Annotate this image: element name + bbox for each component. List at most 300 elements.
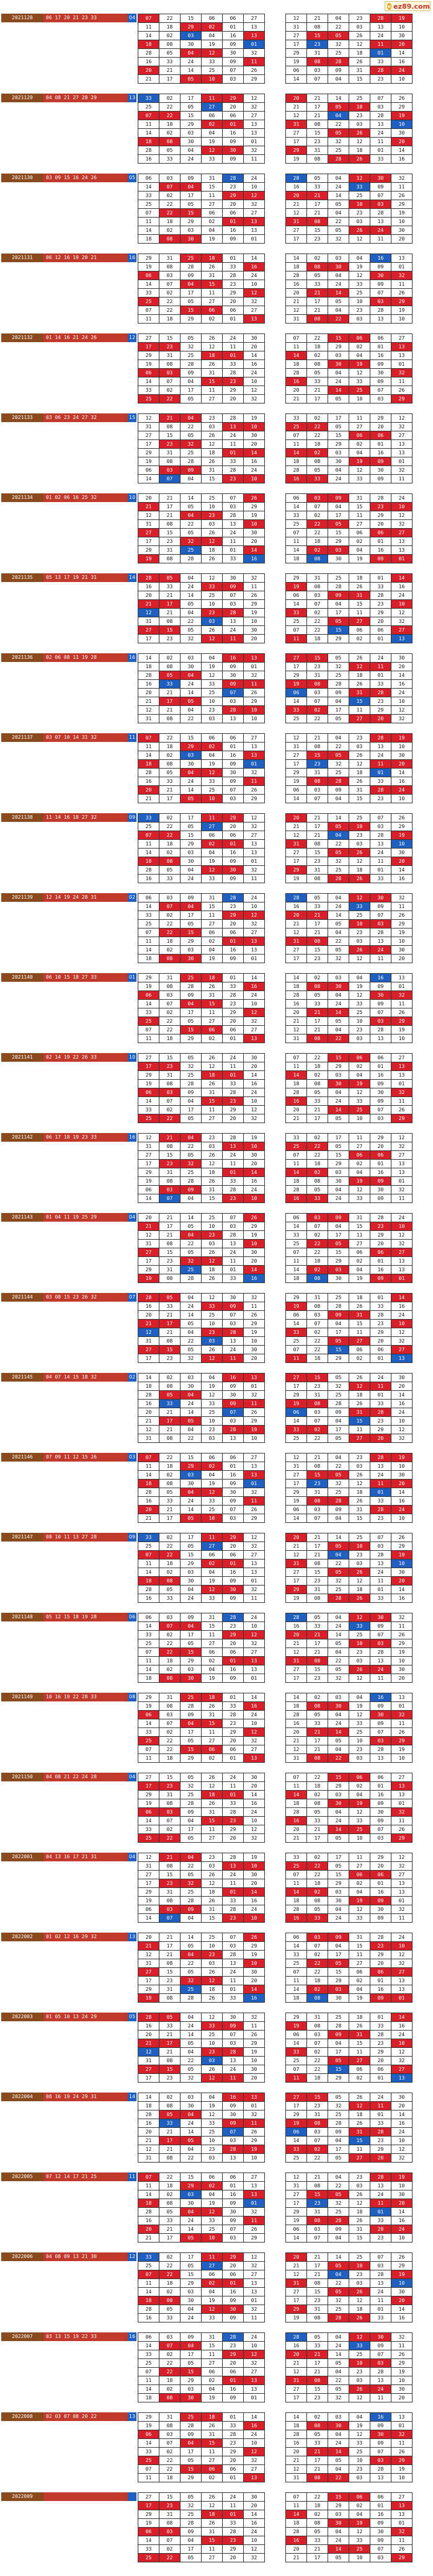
grid-cell: 17 [159,2234,181,2243]
grid-cell: 16 [370,2413,391,2422]
grid-cell: 04 [181,1391,202,1400]
grid-cell: 12 [202,2502,223,2510]
grid-cell: 17 [328,1134,349,1142]
grid-cell: 07 [307,2039,328,2048]
grid-cell: 17 [307,2262,328,2270]
grid-cell: 08 [159,1382,181,1391]
grid-cell: 16 [223,2190,244,2199]
right-number-grid [285,1693,413,1763]
grid-cell: 14 [181,591,202,600]
left-number-grid [138,493,265,563]
grid-cell: 33 [138,1825,159,1834]
grid-cell: 31 [159,2510,181,2519]
grid-cell: 09 [181,2333,202,2342]
grid-cell: 05 [328,2154,349,2163]
grid-cell: 14 [286,351,307,360]
grid-cell: 17 [286,235,307,244]
grid-cell: 13 [244,2190,265,2199]
drawn-numbers: 12 14 19 24 28 31 [43,893,128,902]
grid-cell: 32 [328,1480,349,1488]
grid-cell: 26 [202,1968,223,1977]
grid-cell: 33 [159,1497,181,1506]
grid-cell: 19 [349,1080,370,1088]
grid-cell: 09 [181,174,202,183]
grid-cell: 03 [328,449,349,457]
grid-cell: 09 [370,1622,391,1631]
grid-cell: 14 [391,146,413,155]
grid-cell: 19 [286,2119,307,2128]
grid-cell: 26 [244,66,265,75]
grid-cell: 32 [391,1434,413,1443]
grid-cell: 05 [328,1114,349,1123]
grid-cell: 18 [138,40,159,49]
grid-cell: 19 [244,1853,265,1862]
grid-cell: 27 [349,423,370,431]
grid-cell: 03 [307,1933,328,1942]
grid-cell: 33 [286,1328,307,1337]
grid-cell: 30 [391,849,413,857]
grid-cell: 05 [328,298,349,306]
grid-cell: 19 [244,2048,265,2057]
grid-cell: 26 [349,1302,370,1311]
grid-cell: 30 [370,271,391,280]
grid-cell: 22 [328,1754,349,1763]
issue-number: 2021142 [1,1133,43,1142]
grid-cell: 17 [181,1631,202,1639]
grid-cell: 14 [138,2288,159,2296]
grid-cell: 29 [223,1008,244,1017]
grid-cell: 26 [349,129,370,138]
grid-cell: 19 [202,235,223,244]
grid-cell: 06 [349,431,370,440]
grid-cell: 07 [370,94,391,103]
grid-cell: 19 [244,2145,265,2154]
grid-cell: 14 [138,1471,159,1480]
grid-cell: 26 [391,2545,413,2554]
grid-cell: 03 [159,2528,181,2536]
issue-header [1,2252,136,2261]
grid-cell: 01 [370,1354,391,1363]
grid-cell: 09 [223,1577,244,1586]
issue-number: 2021131 [1,254,43,262]
grid-cell: 12 [202,866,223,875]
left-number-grid [138,1533,265,1603]
grid-cell: 27 [349,1240,370,1248]
grid-cell: 02 [349,1257,370,1266]
grid-cell: 08 [159,1799,181,1808]
grid-cell: 14 [244,449,265,457]
grid-cell: 05 [181,1871,202,1879]
grid-cell: 29 [244,1942,265,1951]
grid-cell: 30 [370,1905,391,1914]
grid-cell: 11 [138,315,159,324]
grid-cell: 31 [286,840,307,849]
grid-cell: 16 [244,263,265,271]
right-number-grid [285,2093,413,2163]
grid-cell: 33 [370,2217,391,2225]
grid-cell: 33 [202,155,223,164]
grid-cell: 05 [159,1586,181,1594]
grid-cell: 16 [391,1594,413,1603]
grid-cell: 06 [202,2368,223,2376]
grid-cell: 32 [181,1354,202,1363]
right-number-grid [285,1453,413,1523]
grid-cell: 32 [244,1488,265,1497]
drawn-numbers: 10 16 19 22 28 33 [43,1693,128,1701]
grid-cell: 33 [349,1914,370,1923]
grid-cell: 15 [181,734,202,743]
grid-cell: 21 [286,2262,307,2270]
grid-cell: 18 [286,263,307,271]
grid-cell: 25 [181,254,202,263]
issue-header [1,1693,136,1701]
grid-cell: 11 [202,2350,223,2359]
grid-cell: 03 [181,946,202,955]
grid-cell: 14 [286,2413,307,2422]
grid-cell: 15 [328,2065,349,2074]
grid-cell: 17 [159,795,181,803]
grid-cell: 33 [159,2314,181,2322]
grid-cell: 28 [138,146,159,155]
grid-cell: 25 [349,1631,370,1639]
grid-cell: 15 [328,1151,349,1160]
issue-number: 2021146 [1,1453,43,1462]
grid-cell: 12 [286,112,307,120]
grid-cell: 09 [181,271,202,280]
grid-cell: 29 [223,814,244,823]
grid-cell: 03 [202,1434,223,1443]
grid-cell: 01 [370,440,391,449]
grid-cell: 04 [349,1071,370,1080]
grid-cell: 18 [202,449,223,457]
grid-cell: 13 [391,1985,413,1994]
grid-cell: 33 [159,680,181,689]
grid-cell: 13 [391,537,413,546]
grid-cell: 26 [391,192,413,200]
grid-cell: 27 [202,200,223,209]
issue-number: 2021145 [1,1373,43,1382]
grid-cell: 27 [138,626,159,635]
grid-cell: 06 [223,1026,244,1034]
grid-cell: 04 [181,866,202,875]
grid-cell: 25 [202,2031,223,2039]
grid-cell: 05 [181,1114,202,1123]
grid-cell: 31 [307,1488,328,1497]
grid-cell: 04 [181,1488,202,1497]
grid-cell: 14 [138,849,159,857]
grid-cell: 01 [223,1754,244,1763]
grid-cell: 13 [391,1693,413,1702]
grid-cell: 33 [286,1134,307,1142]
grid-cell: 09 [223,1382,244,1391]
grid-cell: 24 [328,1719,349,1728]
grid-cell: 14 [244,546,265,555]
left-number-grid [138,2093,265,2163]
grid-cell: 32 [244,298,265,306]
grid-cell: 29 [181,1462,202,1471]
grid-cell: 25 [181,1693,202,1702]
grid-cell: 13 [244,2376,265,2385]
grid-cell: 15 [349,75,370,84]
grid-cell: 15 [202,1914,223,1923]
grid-cell: 27 [202,1639,223,1648]
grid-cell: 16 [223,751,244,760]
grid-cell: 22 [328,2279,349,2288]
grid-cell: 15 [181,14,202,23]
grid-cell: 16 [391,2217,413,2225]
grid-cell: 18 [286,2422,307,2430]
grid-cell: 18 [138,138,159,146]
grid-cell: 11 [391,280,413,289]
grid-cell: 11 [286,1062,307,1071]
grid-cell: 27 [138,1054,159,1062]
grid-cell: 04 [181,377,202,386]
grid-cell: 04 [202,1374,223,1382]
issue-header [1,333,136,342]
grid-cell: 30 [391,1471,413,1480]
grid-cell: 05 [181,431,202,440]
grid-cell: 21 [159,1134,181,1142]
grid-cell: 04 [181,1294,202,1302]
grid-cell: 33 [286,706,307,715]
grid-cell: 25 [328,769,349,777]
grid-cell: 07 [223,494,244,503]
grid-cell: 29 [223,1825,244,1834]
grid-cell: 16 [244,457,265,466]
grid-cell: 11 [223,1257,244,1266]
grid-cell: 13 [391,343,413,351]
grid-cell: 21 [307,1026,328,1034]
grid-cell: 02 [159,1665,181,1674]
grid-cell: 11 [370,1480,391,1488]
grid-cell: 14 [244,254,265,263]
grid-cell: 12 [202,1488,223,1497]
grid-cell: 24 [370,1374,391,1382]
grid-cell: 03 [223,697,244,706]
grid-cell: 14 [328,2545,349,2554]
grid-cell: 03 [202,520,223,529]
grid-cell: 04 [181,1853,202,1862]
grid-cell: 25 [286,1142,307,1151]
grid-cell: 08 [159,2422,181,2430]
grid-cell: 26 [244,1214,265,1222]
grid-cell: 33 [286,511,307,520]
grid-cell: 30 [391,1374,413,1382]
grid-cell: 16 [138,58,159,66]
grid-cell: 03 [370,103,391,112]
grid-cell: 04 [328,1417,349,1426]
grid-cell: 05 [328,423,349,431]
grid-cell: 06 [286,2225,307,2234]
grid-cell: 12 [138,1853,159,1862]
grid-cell: 23 [223,1622,244,1631]
grid-cell: 03 [370,920,391,929]
grid-cell: 17 [181,289,202,298]
grid-cell: 33 [307,183,328,192]
grid-cell: 21 [159,706,181,715]
grid-cell: 06 [202,2173,223,2182]
grid-cell: 22 [159,1551,181,1559]
grid-cell: 20 [138,591,159,600]
grid-cell: 07 [286,1346,307,1354]
issue-number: 2021128 [1,14,43,22]
grid-cell: 27 [244,734,265,743]
grid-cell: 30 [181,955,202,963]
grid-cell: 30 [181,2102,202,2111]
grid-cell: 06 [349,626,370,635]
grid-cell: 27 [138,431,159,440]
grid-cell: 32 [244,920,265,929]
grid-cell: 14 [391,866,413,875]
grid-cell: 19 [244,511,265,520]
grid-cell: 27 [202,1114,223,1123]
grid-cell: 23 [370,1417,391,1426]
grid-cell: 19 [202,138,223,146]
grid-cell: 15 [181,112,202,120]
grid-cell: 28 [328,155,349,164]
grid-cell: 23 [202,1951,223,1959]
grid-cell: 20 [223,1834,244,1843]
grid-cell: 03 [370,395,391,404]
grid-cell: 16 [223,32,244,40]
grid-cell: 33 [307,1719,328,1728]
grid-cell: 04 [181,706,202,715]
grid-cell: 20 [244,635,265,643]
grid-cell: 15 [202,1719,223,1728]
grid-cell: 31 [202,369,223,377]
grid-cell: 16 [391,2314,413,2322]
grid-cell: 14 [138,2439,159,2448]
grid-cell: 01 [223,1168,244,1177]
grid-cell: 11 [223,440,244,449]
grid-cell: 18 [159,1559,181,1568]
grid-cell: 02 [159,1631,181,1639]
grid-cell: 21 [138,600,159,609]
grid-cell: 30 [223,146,244,155]
grid-cell: 11 [223,1062,244,1071]
grid-cell: 33 [286,1853,307,1862]
grid-cell: 22 [159,103,181,112]
grid-cell: 03 [370,1737,391,1745]
grid-cell: 18 [138,760,159,769]
grid-cell: 11 [244,1302,265,1311]
grid-cell: 29 [391,1114,413,1123]
grid-cell: 26 [391,1106,413,1114]
grid-cell: 28 [223,1711,244,1719]
grid-cell: 32 [391,1905,413,1914]
grid-cell: 20 [223,1114,244,1123]
grid-cell: 16 [223,2385,244,2394]
grid-cell: 01 [223,218,244,226]
grid-cell: 04 [181,2439,202,2448]
grid-cell: 31 [159,1693,181,1702]
grid-cell: 07 [286,1054,307,1062]
grid-cell: 15 [202,1097,223,1106]
grid-cell: 01 [391,1274,413,1283]
grid-cell: 03 [349,937,370,946]
grid-cell: 04 [328,503,349,511]
grid-cell: 32 [244,1542,265,1551]
drawn-numbers: 01 14 16 21 24 26 [43,333,128,342]
grid-cell: 28 [223,1613,244,1622]
grid-cell: 31 [307,1391,328,1400]
grid-cell: 01 [223,1266,244,1274]
grid-cell: 08 [307,2217,328,2225]
grid-cell: 25 [328,2208,349,2217]
grid-cell: 29 [181,2182,202,2190]
grid-cell: 03 [328,1266,349,1274]
grid-cell: 05 [181,1968,202,1977]
grid-cell: 14 [244,1791,265,1799]
grid-cell: 20 [138,1214,159,1222]
grid-cell: 03 [349,1462,370,1471]
grid-cell: 09 [370,1274,391,1283]
grid-cell: 28 [181,360,202,369]
grid-cell: 14 [286,503,307,511]
grid-cell: 15 [159,1346,181,1354]
special-number: 08 [128,1693,136,1701]
grid-cell: 28 [286,1711,307,1719]
grid-cell: 19 [286,680,307,689]
grid-cell: 13 [244,129,265,138]
grid-cell: 25 [202,689,223,697]
grid-cell: 26 [349,751,370,760]
grid-cell: 25 [181,1071,202,1080]
grid-cell: 09 [223,40,244,49]
grid-cell: 18 [349,574,370,583]
grid-cell: 20 [244,440,265,449]
grid-cell: 29 [244,1514,265,1523]
grid-cell: 33 [370,2119,391,2128]
grid-cell: 04 [328,2528,349,2536]
grid-cell: 18 [349,146,370,155]
grid-cell: 30 [223,2208,244,2217]
grid-cell: 25 [349,2253,370,2262]
grid-cell: 01 [244,1674,265,1683]
grid-cell: 22 [181,423,202,431]
grid-cell: 23 [370,75,391,84]
grid-cell: 15 [328,626,349,635]
grid-cell: 27 [391,1871,413,1879]
grid-cell: 31 [349,2225,370,2234]
grid-cell: 09 [370,280,391,289]
grid-cell: 08 [307,1897,328,1905]
grid-cell: 02 [307,1951,328,1959]
grid-cell: 04 [181,1194,202,1203]
grid-cell: 23 [223,377,244,386]
grid-cell: 32 [244,769,265,777]
grid-cell: 22 [159,209,181,218]
grid-cell: 30 [370,991,391,1000]
grid-cell: 15 [307,2288,328,2296]
grid-cell: 15 [328,529,349,537]
grid-cell: 17 [159,600,181,609]
grid-cell: 30 [244,1773,265,1782]
grid-cell: 03 [349,2279,370,2288]
grid-cell: 21 [159,1933,181,1942]
grid-cell: 25 [138,200,159,209]
grid-cell: 19 [202,955,223,963]
grid-cell: 23 [370,1320,391,1328]
grid-cell: 02 [307,1071,328,1080]
grid-cell: 14 [181,1506,202,1514]
grid-cell: 16 [370,351,391,360]
grid-cell: 07 [159,1194,181,1203]
grid-cell: 19 [391,2465,413,2474]
grid-cell: 03 [159,1808,181,1817]
grid-cell: 33 [159,58,181,66]
grid-cell: 14 [181,2225,202,2234]
